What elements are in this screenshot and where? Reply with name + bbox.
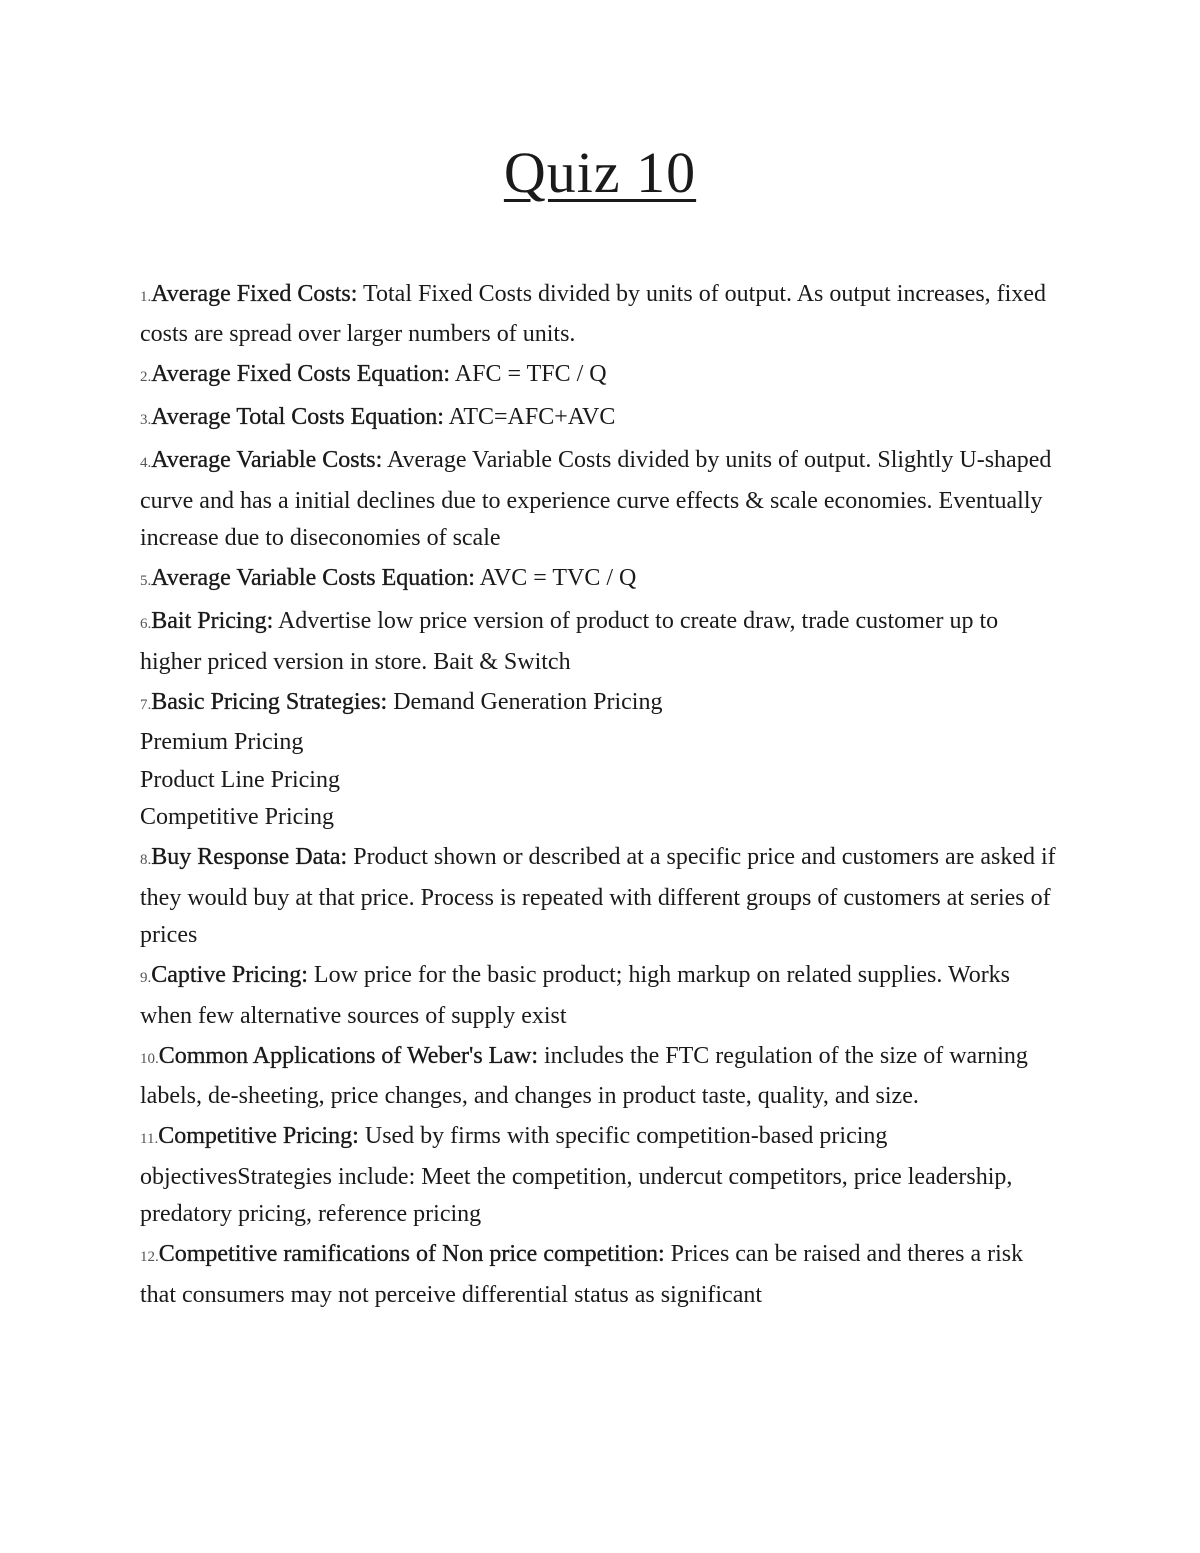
entry-number: 4. xyxy=(140,455,152,472)
entry-term: Competitive ramifications of Non price competition: xyxy=(158,1241,665,1268)
entry-3 xyxy=(140,399,1060,440)
entry-definition: ATC=AFC+AVC xyxy=(448,404,616,431)
entry-12 xyxy=(140,1236,1060,1314)
entry-number: 1. xyxy=(140,288,152,305)
entry-term: Average Variable Costs: xyxy=(151,447,383,474)
entry-11 xyxy=(140,1118,1060,1234)
entry-term: Captive Pricing: xyxy=(151,962,308,989)
entry-term: Average Variable Costs Equation: xyxy=(151,565,475,592)
entry-definition: Advertise low price version of product to create draw, trade customer up to higher priced version in store. Bait & Switch xyxy=(140,608,999,675)
entry-number: 2. xyxy=(140,369,152,386)
entry-definition: Product shown or described at a specific price and customers are asked if they would buy at that price. Process is repeated with different groups of customers at series of prices xyxy=(140,844,1056,949)
entry-term: Bait Pricing: xyxy=(151,608,274,635)
entry-number: 12. xyxy=(140,1249,159,1266)
entry-4 xyxy=(140,442,1060,558)
entry-number: 8. xyxy=(140,852,152,869)
entry-definition: Used by firms with specific competition-based pricing objectivesStrategies include: Meet the competition, undercut competitors, price leadership, predatory pricing, reference pricing xyxy=(140,1123,1013,1228)
entry-number: 10. xyxy=(140,1050,159,1067)
entry-1 xyxy=(140,276,1060,354)
entry-7 xyxy=(140,684,1060,837)
entry-term: Competitive Pricing: xyxy=(158,1123,359,1150)
entry-extra-line: Competitive Pricing xyxy=(140,804,334,831)
entry-term: Buy Response Data: xyxy=(151,844,348,871)
entry-list xyxy=(140,276,1060,1315)
page-title: Quiz 10 xyxy=(503,140,697,205)
entry-number: 3. xyxy=(140,412,152,429)
entry-term: Common Applications of Weber's Law: xyxy=(158,1042,538,1069)
entry-term: Basic Pricing Strategies: xyxy=(151,688,388,715)
entry-5 xyxy=(140,560,1060,601)
entry-definition: Low price for the basic product; high markup on related supplies. Works when few alternative sources of supply exist xyxy=(140,962,1011,1029)
entry-number: 6. xyxy=(140,616,152,633)
entry-definition: AVC = TVC / Q xyxy=(479,565,637,592)
entry-term: Average Fixed Costs: xyxy=(151,280,358,307)
entry-definition: Average Variable Costs divided by units of output. Slightly U-shaped curve and has a initial declines due to experience curve effects & scale economies. Eventually increase due to diseconomies of scale xyxy=(140,447,1052,552)
entry-9 xyxy=(140,957,1060,1035)
entry-extra-line: Premium Pricing xyxy=(140,729,304,756)
entry-term: Average Total Costs Equation: xyxy=(151,404,444,431)
entry-number: 11. xyxy=(140,1131,159,1148)
entry-definition: Total Fixed Costs divided by units of output. As output increases, fixed costs are spread over larger numbers of units. xyxy=(140,280,1046,348)
entry-number: 5. xyxy=(140,573,152,590)
entry-10 xyxy=(140,1038,1060,1116)
entry-6 xyxy=(140,603,1060,681)
entry-definition: includes the FTC regulation of the size of warning labels, de-sheeting, price changes, and changes in product taste, quality, and size. xyxy=(140,1042,1028,1110)
entry-2 xyxy=(140,356,1060,397)
entry-extra-line: Product Line Pricing xyxy=(140,766,340,793)
entry-definition: Demand Generation Pricing xyxy=(393,688,663,715)
entry-definition: AFC = TFC / Q xyxy=(454,361,607,388)
entry-term: Average Fixed Costs Equation: xyxy=(151,361,451,388)
entry-number: 7. xyxy=(140,696,152,713)
entry-number: 9. xyxy=(140,970,152,987)
entry-8 xyxy=(140,839,1060,955)
entry-definition: Prices can be raised and theres a risk that consumers may not perceive differential status as significant xyxy=(140,1241,1024,1308)
